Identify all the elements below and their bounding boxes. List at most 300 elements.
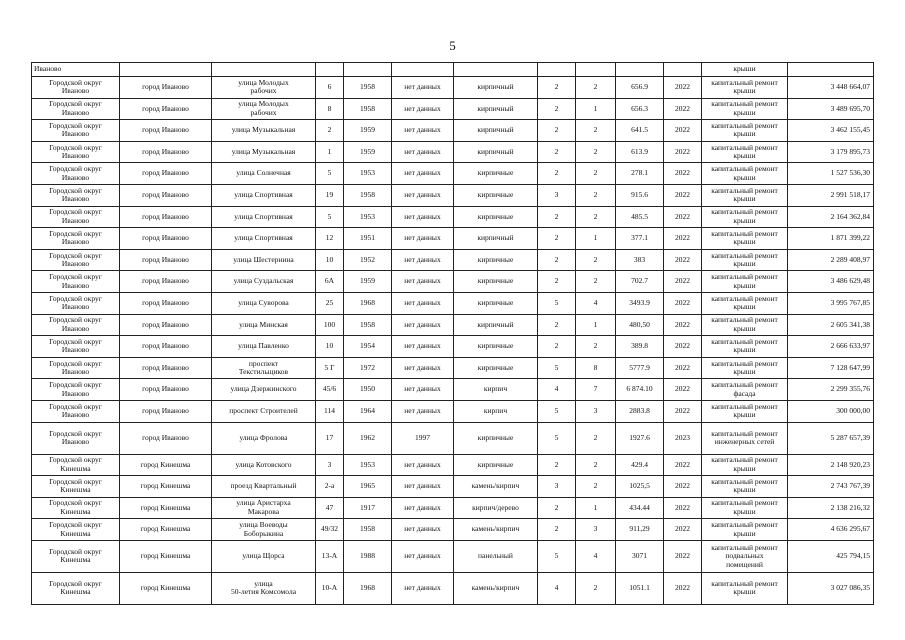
cell-cost: 1 871 399,22 (788, 228, 874, 250)
cell-wall-material: кирпичные (454, 422, 538, 454)
cell-reconstruction-year: нет данных (392, 454, 454, 476)
table-row (32, 163, 874, 185)
cell-settlement: город Иваново (120, 271, 212, 293)
table-row (32, 540, 874, 572)
cell-plan-year: 2022 (664, 519, 702, 541)
cell-house-number: 10 (316, 249, 344, 271)
cell-house-number: 5 Г (316, 357, 344, 379)
cell-work-type: капитальный ремонт крыши (702, 120, 788, 142)
cell-build-year: 1958 (344, 98, 392, 120)
cell-cost: 2 148 920,23 (788, 454, 874, 476)
cell-reconstruction-year: нет данных (392, 476, 454, 498)
table-row (32, 98, 874, 120)
table-row (32, 292, 874, 314)
cell-area: 377.1 (616, 228, 664, 250)
cell-entrances: 2 (576, 454, 616, 476)
cell-plan-year: 2022 (664, 572, 702, 604)
cell-house-number: 10-А (316, 572, 344, 604)
cell-wall-material: кирпичные (454, 292, 538, 314)
cell-house-number: 19 (316, 184, 344, 206)
cell-area: 1025,5 (616, 476, 664, 498)
cell-entrances: 1 (576, 228, 616, 250)
cell-build-year: 1959 (344, 141, 392, 163)
cell-area: 6 874.10 (616, 379, 664, 401)
cell-wall-material: кирпичные (454, 163, 538, 185)
cell-street: улица Фролова (212, 422, 316, 454)
cell-floors: 5 (538, 400, 576, 422)
cell-work-type: капитальный ремонт крыши (702, 206, 788, 228)
cell-street: проспект Строителей (212, 400, 316, 422)
cell-build-year: 1958 (344, 519, 392, 541)
cell-street: улица Суздальская (212, 271, 316, 293)
cell-plan-year: 2022 (664, 98, 702, 120)
cell-wall-material: камень/кирпич (454, 476, 538, 498)
cell-area: 278.1 (616, 163, 664, 185)
cell-build-year: 1953 (344, 163, 392, 185)
cell-area: 613.9 (616, 141, 664, 163)
cell-area: 1927.6 (616, 422, 664, 454)
cell-settlement: город Иваново (120, 357, 212, 379)
cell-house-number: 49/32 (316, 519, 344, 541)
cell-reconstruction-year: нет данных (392, 77, 454, 99)
cell-entrances: 2 (576, 249, 616, 271)
cell-house-number: 114 (316, 400, 344, 422)
cell-work-type: капитальный ремонт крыши (702, 228, 788, 250)
cell-wall-material: кирпичный (454, 98, 538, 120)
cell-street: проезд Квартальный (212, 476, 316, 498)
cell-area: 389.8 (616, 336, 664, 358)
cell-reconstruction-year: нет данных (392, 206, 454, 228)
cell-municipality: Городской округ Кинешма (32, 476, 120, 498)
table-row (32, 184, 874, 206)
cell-entrances: 2 (576, 476, 616, 498)
cell-plan-year: 2022 (664, 336, 702, 358)
cell-cost: 425 794,15 (788, 540, 874, 572)
cell-cost: 2 666 633,97 (788, 336, 874, 358)
cell-street: улица Спортивная (212, 228, 316, 250)
table-row (32, 63, 874, 77)
cell-settlement: город Иваново (120, 314, 212, 336)
cell-settlement: город Иваново (120, 77, 212, 99)
cell-municipality: Городской округ Кинешма (32, 497, 120, 519)
cell-reconstruction-year: нет данных (392, 379, 454, 401)
cell-build-year: 1917 (344, 497, 392, 519)
cell-reconstruction-year: нет данных (392, 400, 454, 422)
cell-area: 1051.1 (616, 572, 664, 604)
cell-settlement: город Иваново (120, 141, 212, 163)
cell-street: улица Щорса (212, 540, 316, 572)
table-row (32, 271, 874, 293)
cell-cost: 7 128 647,99 (788, 357, 874, 379)
cell-entrances: 3 (576, 519, 616, 541)
cell-work-type: капитальный ремонт инженерных сетей (702, 422, 788, 454)
cell-work-type: капитальный ремонт крыши (702, 476, 788, 498)
cell-entrances: 2 (576, 422, 616, 454)
cell-street: улица Спортивная (212, 206, 316, 228)
cell-build-year: 1958 (344, 77, 392, 99)
cell-floors: 2 (538, 249, 576, 271)
table-row (32, 228, 874, 250)
cell-street: улица Воеводы Боборыкина (212, 519, 316, 541)
cell-cost: 2 605 341,38 (788, 314, 874, 336)
cell-plan-year: 2022 (664, 379, 702, 401)
cell-entrances: 3 (576, 400, 616, 422)
cell-entrances: 2 (576, 572, 616, 604)
cell-reconstruction-year: нет данных (392, 120, 454, 142)
cell-work-type: капитальный ремонт крыши (702, 98, 788, 120)
cell-area: 2883.8 (616, 400, 664, 422)
cell-street: улица Шестернина (212, 249, 316, 271)
cell-settlement: город Иваново (120, 184, 212, 206)
cell-cost: 2 299 355,76 (788, 379, 874, 401)
cell-reconstruction-year: нет данных (392, 292, 454, 314)
cell-municipality: Городской округ Иваново (32, 422, 120, 454)
cell-reconstruction-year: нет данных (392, 314, 454, 336)
cell-cost: 300 000,00 (788, 400, 874, 422)
cell-reconstruction-year: нет данных (392, 540, 454, 572)
cell-house-number: 6А (316, 271, 344, 293)
page-number: 5 (449, 38, 456, 53)
cell-work-type: капитальный ремонт крыши (702, 400, 788, 422)
cell-build-year: 1958 (344, 314, 392, 336)
cell-work-type: капитальный ремонт подвальных помещений (702, 540, 788, 572)
cell-work-type: капитальный ремонт крыши (702, 271, 788, 293)
cell-reconstruction-year: нет данных (392, 572, 454, 604)
cell-municipality: Городской округ Иваново (32, 249, 120, 271)
cell-settlement: город Иваново (120, 400, 212, 422)
cell-build-year: 1959 (344, 271, 392, 293)
cell-cost: 3 448 664,07 (788, 77, 874, 99)
cell-floors: 3 (538, 184, 576, 206)
cell-plan-year: 2022 (664, 228, 702, 250)
cell-build-year: 1968 (344, 572, 392, 604)
cell-plan-year: 2022 (664, 141, 702, 163)
cell-plan-year: 2022 (664, 314, 702, 336)
cell-reconstruction-year: нет данных (392, 519, 454, 541)
cell-settlement: город Иваново (120, 163, 212, 185)
cell-municipality: Городской округ Иваново (32, 206, 120, 228)
cell-work-type: капитальный ремонт крыши (702, 184, 788, 206)
cell-area: 3493.9 (616, 292, 664, 314)
cell-work-type: капитальный ремонт крыши (702, 292, 788, 314)
cell-settlement: город Кинешма (120, 454, 212, 476)
cell-municipality: Городской округ Иваново (32, 314, 120, 336)
cell-street: улица Спортивная (212, 184, 316, 206)
cell-house-number: 6 (316, 77, 344, 99)
cell-floors: 2 (538, 98, 576, 120)
cell-street: улица Музыкальная (212, 141, 316, 163)
cell-work-type: капитальный ремонт крыши (702, 519, 788, 541)
cell-cost: 3 489 695,70 (788, 98, 874, 120)
cell-municipality: Городской округ Иваново (32, 141, 120, 163)
cell-street: улица Солнечная (212, 163, 316, 185)
cell-reconstruction-year: нет данных (392, 98, 454, 120)
cell-plan-year: 2022 (664, 476, 702, 498)
cell-house-number: 25 (316, 292, 344, 314)
cell-cost: 1 527 536,30 (788, 163, 874, 185)
cell-settlement: город Иваново (120, 249, 212, 271)
cell-municipality: Городской округ Иваново (32, 120, 120, 142)
cell-municipality: Городской округ Кинешма (32, 572, 120, 604)
cell-floors: 2 (538, 206, 576, 228)
table-row (32, 357, 874, 379)
cell-plan-year: 2022 (664, 120, 702, 142)
cell-wall-material: кирпичный (454, 120, 538, 142)
cell-cost: 3 486 629,48 (788, 271, 874, 293)
cell-build-year: 1959 (344, 120, 392, 142)
cell-plan-year: 2022 (664, 184, 702, 206)
cell-area: 3071 (616, 540, 664, 572)
cell-plan-year: 2022 (664, 271, 702, 293)
cell-entrances: 2 (576, 141, 616, 163)
cell-settlement: город Кинешма (120, 519, 212, 541)
cell-house-number: 17 (316, 422, 344, 454)
cell-wall-material: кирпичные (454, 184, 538, 206)
cell-wall-material: кирпич (454, 379, 538, 401)
cell-floors: 5 (538, 292, 576, 314)
cell-cost: 3 995 767,85 (788, 292, 874, 314)
cell-work-type: капитальный ремонт крыши (702, 141, 788, 163)
table-row (32, 249, 874, 271)
cell-area: 656.9 (616, 77, 664, 99)
cell-floors: 4 (538, 572, 576, 604)
cell-entrances: 2 (576, 77, 616, 99)
cell-municipality: Городской округ Иваново (32, 400, 120, 422)
cell-wall-material: камень/кирпич (454, 572, 538, 604)
table-row (32, 497, 874, 519)
cell-plan-year: 2022 (664, 540, 702, 572)
cell-reconstruction-year: нет данных (392, 497, 454, 519)
cell-entrances: 4 (576, 540, 616, 572)
cell-work-type: капитальный ремонт крыши (702, 497, 788, 519)
cell-municipality: Городской округ Иваново (32, 379, 120, 401)
cell-build-year: 1965 (344, 476, 392, 498)
table-row (32, 476, 874, 498)
cell-wall-material: кирпичный (454, 77, 538, 99)
cell-wall-material: кирпичные (454, 454, 538, 476)
cell-house-number: 47 (316, 497, 344, 519)
cell-floors: 3 (538, 476, 576, 498)
cell-reconstruction-year: нет данных (392, 357, 454, 379)
cell-floors: 2 (538, 141, 576, 163)
cell-reconstruction-year: нет данных (392, 271, 454, 293)
cell-entrances: 1 (576, 314, 616, 336)
cell-cost: 2 164 362,84 (788, 206, 874, 228)
cell-area: 702.7 (616, 271, 664, 293)
cell-street: улица Аристарха Макарова (212, 497, 316, 519)
cell-municipality: Городской округ Иваново (32, 163, 120, 185)
cell-floors: 2 (538, 228, 576, 250)
table-row (32, 336, 874, 358)
cell-floors: 5 (538, 422, 576, 454)
cell-area: 480,50 (616, 314, 664, 336)
cell-plan-year: 2022 (664, 497, 702, 519)
cell-municipality: Городской округ Иваново (32, 271, 120, 293)
table-row (32, 519, 874, 541)
cell-area: 383 (616, 249, 664, 271)
cell-reconstruction-year: нет данных (392, 184, 454, 206)
cell-entrances: 1 (576, 98, 616, 120)
cell-plan-year: 2022 (664, 454, 702, 476)
cell-area: 485.5 (616, 206, 664, 228)
cell-house-number: 1 (316, 141, 344, 163)
cell-build-year: 1950 (344, 379, 392, 401)
cell-house-number: 3 (316, 454, 344, 476)
cell-cost: 2 138 216,32 (788, 497, 874, 519)
cell-work-type: капитальный ремонт крыши (702, 163, 788, 185)
cell-cost: 2 289 408,97 (788, 249, 874, 271)
cell-area: 434.44 (616, 497, 664, 519)
cell-wall-material: кирпичный (454, 314, 538, 336)
cell-municipality: Городской округ Иваново (32, 98, 120, 120)
cell-settlement: город Иваново (120, 228, 212, 250)
table-row (32, 206, 874, 228)
cell-reconstruction-year: 1997 (392, 422, 454, 454)
cell-entrances: 8 (576, 357, 616, 379)
table-row (32, 141, 874, 163)
cell-plan-year: 2022 (664, 206, 702, 228)
cell-floors: 5 (538, 540, 576, 572)
cell-municipality: Городской округ Иваново (32, 77, 120, 99)
cell-wall-material: кирпичные (454, 357, 538, 379)
cell-work-type: капитальный ремонт крыши (702, 572, 788, 604)
table-row (32, 77, 874, 99)
cell-build-year: 1954 (344, 336, 392, 358)
cell-build-year: 1953 (344, 206, 392, 228)
cell-entrances: 2 (576, 120, 616, 142)
cell-floors: 2 (538, 271, 576, 293)
cell-wall-material: панельный (454, 540, 538, 572)
cell-floors: 2 (538, 163, 576, 185)
cell-municipality: Городской округ Кинешма (32, 540, 120, 572)
cell-street: улица Дзержинского (212, 379, 316, 401)
cell-settlement: город Иваново (120, 292, 212, 314)
cell-wall-material: камень/кирпич (454, 519, 538, 541)
cell-municipality: Городской округ Иваново (32, 357, 120, 379)
cell-settlement: город Иваново (120, 120, 212, 142)
cell-plan-year: 2022 (664, 249, 702, 271)
cell-area: 641.5 (616, 120, 664, 142)
cell-settlement: город Иваново (120, 379, 212, 401)
cell-area: 915.6 (616, 184, 664, 206)
cell-settlement: город Иваново (120, 206, 212, 228)
cell-cost: 2 743 767,39 (788, 476, 874, 498)
cell-wall-material: кирпичные (454, 206, 538, 228)
cell-floors: 2 (538, 336, 576, 358)
cell-settlement: город Кинешма (120, 497, 212, 519)
cell-cost: 2 991 518,17 (788, 184, 874, 206)
cell-build-year: 1988 (344, 540, 392, 572)
cell-settlement: город Иваново (120, 98, 212, 120)
cell-plan-year: 2022 (664, 357, 702, 379)
cell-house-number: 2-а (316, 476, 344, 498)
cell-house-number: 5 (316, 206, 344, 228)
cell-wall-material: кирпичный (454, 141, 538, 163)
cell-street: улица Суворова (212, 292, 316, 314)
cell-house-number: 12 (316, 228, 344, 250)
cell-area: 656.3 (616, 98, 664, 120)
cell-plan-year: 2022 (664, 400, 702, 422)
cell-build-year: 1968 (344, 292, 392, 314)
cell-house-number: 8 (316, 98, 344, 120)
table-row (32, 314, 874, 336)
cell-build-year: 1953 (344, 454, 392, 476)
table-row (32, 422, 874, 454)
table-row (32, 572, 874, 604)
cell-floors: 2 (538, 77, 576, 99)
cell-house-number: 10 (316, 336, 344, 358)
cell-reconstruction-year: нет данных (392, 163, 454, 185)
cell-plan-year: 2022 (664, 292, 702, 314)
cell-floors: 2 (538, 314, 576, 336)
cell-cost: 3 462 155,45 (788, 120, 874, 142)
cell-municipality: Городской округ Кинешма (32, 454, 120, 476)
cell-wall-material: кирпичные (454, 249, 538, 271)
cell-entrances: 2 (576, 336, 616, 358)
cell-area: 911,29 (616, 519, 664, 541)
cell-municipality: Городской округ Иваново (32, 292, 120, 314)
cell-street: улица Молодых рабочих (212, 77, 316, 99)
cell-settlement: город Кинешма (120, 476, 212, 498)
cell-floors: 4 (538, 379, 576, 401)
cell-settlement: город Иваново (120, 422, 212, 454)
cell-work-type: капитальный ремонт крыши (702, 357, 788, 379)
cell-house-number: 2 (316, 120, 344, 142)
housing-register-table (31, 62, 874, 605)
cell-plan-year: 2023 (664, 422, 702, 454)
cell-area: 5777.9 (616, 357, 664, 379)
cell-work-type: капитальный ремонт фасада (702, 379, 788, 401)
cell-wall-material: кирпичный (454, 228, 538, 250)
cell-floors: 2 (538, 454, 576, 476)
cell-entrances: 4 (576, 292, 616, 314)
cell-reconstruction-year: нет данных (392, 336, 454, 358)
cell-build-year: 1951 (344, 228, 392, 250)
cell-entrances: 2 (576, 184, 616, 206)
table-row (32, 120, 874, 142)
cell-street: проспект Текстильщиков (212, 357, 316, 379)
cell-municipality: Городской округ Иваново (32, 336, 120, 358)
cell-build-year: 1962 (344, 422, 392, 454)
cell-street: улица Павленко (212, 336, 316, 358)
cell-area: 429.4 (616, 454, 664, 476)
cell-reconstruction-year: нет данных (392, 249, 454, 271)
cell-reconstruction-year: нет данных (392, 228, 454, 250)
cell-entrances: 2 (576, 271, 616, 293)
cell-street: улица Минская (212, 314, 316, 336)
cell-entrances: 2 (576, 206, 616, 228)
table-row (32, 454, 874, 476)
cell-house-number: 45/6 (316, 379, 344, 401)
cell-street: улица Музыкальная (212, 120, 316, 142)
cell-floors: 2 (538, 497, 576, 519)
cell-entrances: 2 (576, 163, 616, 185)
cell-build-year: 1952 (344, 249, 392, 271)
cell-plan-year: 2022 (664, 77, 702, 99)
cell-house-number: 100 (316, 314, 344, 336)
cell-street: улица Котовского (212, 454, 316, 476)
cell-reconstruction-year: нет данных (392, 141, 454, 163)
cell-floors: 2 (538, 120, 576, 142)
cell-work-type: капитальный ремонт крыши (702, 336, 788, 358)
table-row (32, 400, 874, 422)
cell-street: улица Молодых рабочих (212, 98, 316, 120)
cell-wall-material: кирпич (454, 400, 538, 422)
cell-municipality: Городской округ Кинешма (32, 519, 120, 541)
cell-municipality: Городской округ Иваново (32, 184, 120, 206)
cell-work-type: капитальный ремонт крыши (702, 314, 788, 336)
cell-work-type: капитальный ремонт крыши (702, 249, 788, 271)
